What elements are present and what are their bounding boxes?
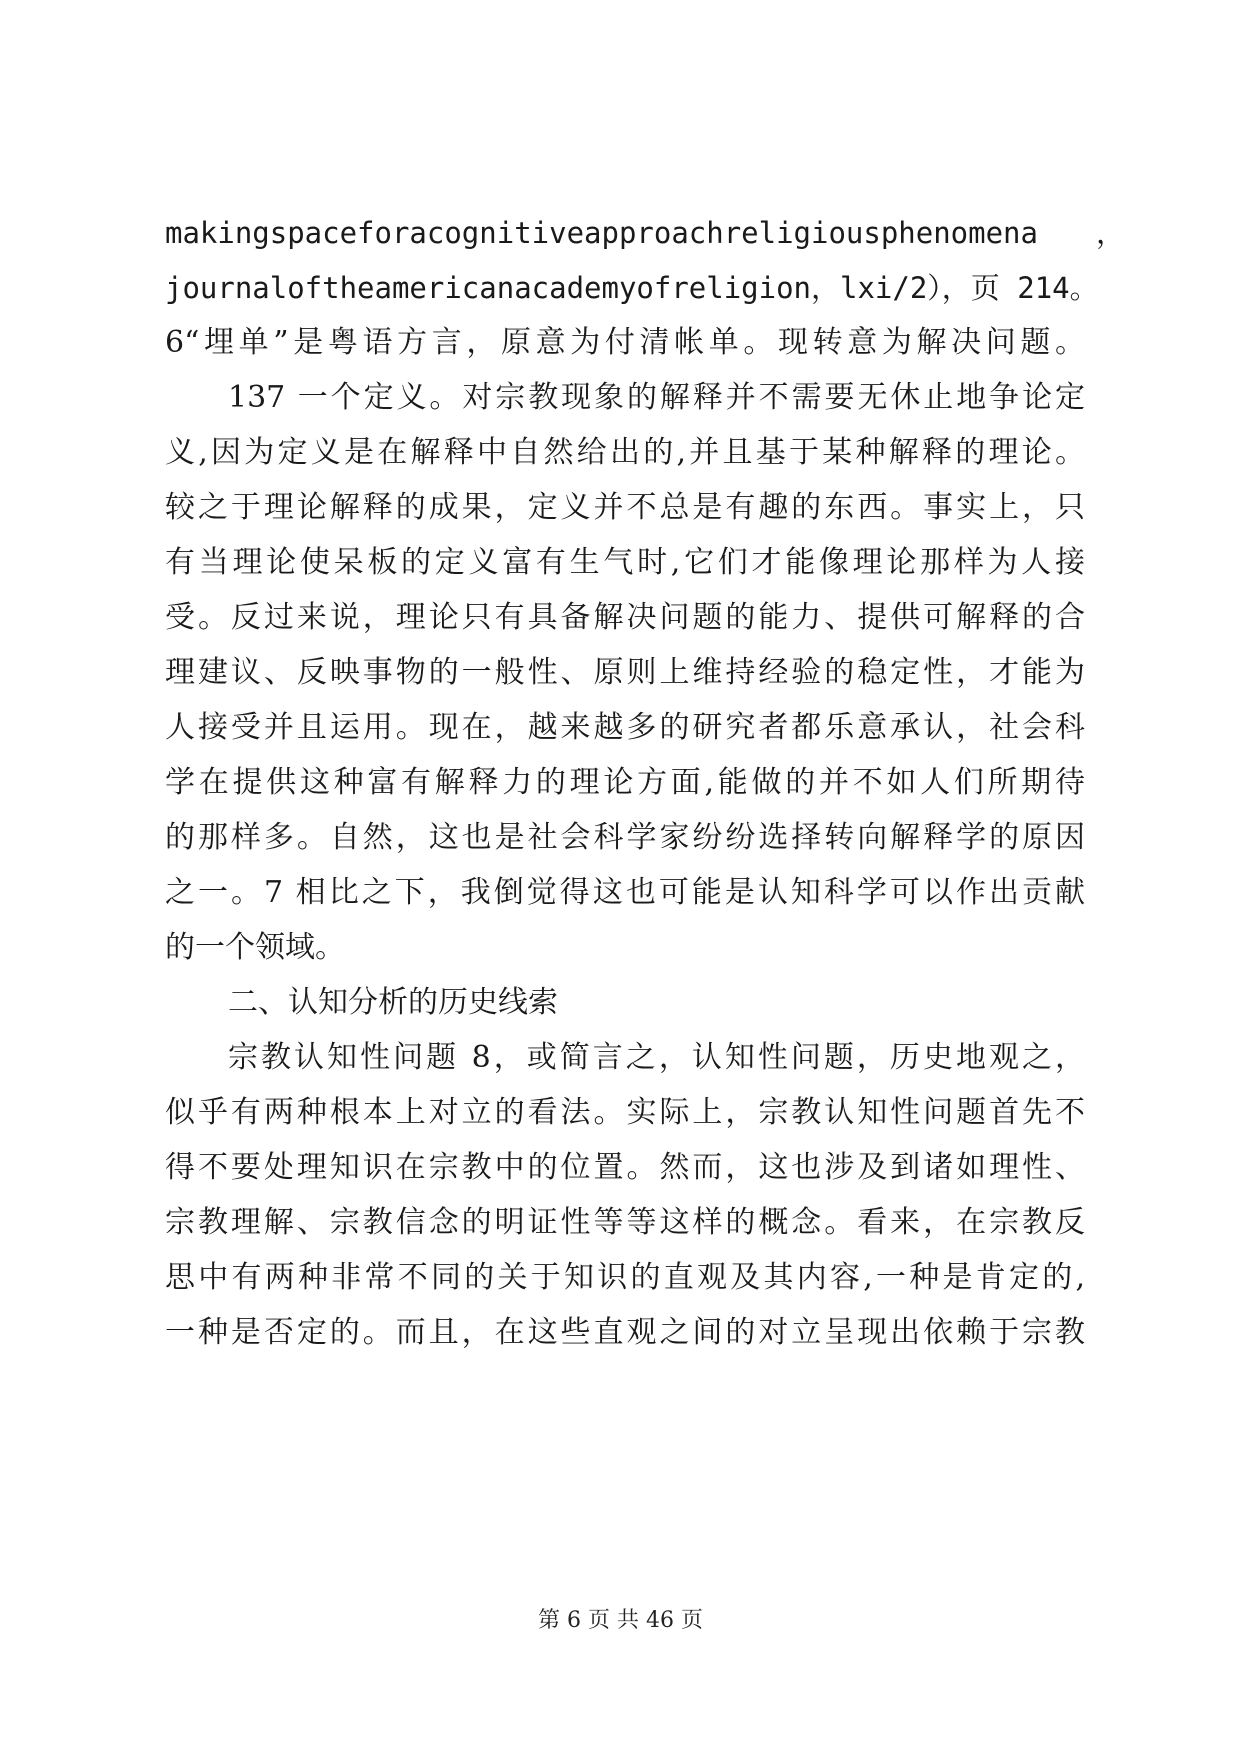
- text-line-5: 义,因为定义是在解释中自然给出的,并且基于某种解释的理论。: [165, 435, 1085, 470]
- text-line-13: 之一。7 相比之下，我倒觉得这也可能是认知科学可以作出贡献: [165, 875, 1085, 910]
- text-line-14: 的一个领域。: [165, 930, 345, 965]
- text-line-9: 理建议、反映事物的一般性、原则上维持经验的稳定性，才能为: [165, 655, 1085, 690]
- text-line-1: makingspaceforacognitiveapproachreligiousphenomena ，: [165, 216, 1125, 250]
- text-line-10: 人接受并且运用。现在，越来越多的研究者都乐意承认，社会科: [165, 710, 1085, 745]
- text-line-17: 似乎有两种根本上对立的看法。实际上，宗教认知性问题首先不: [165, 1095, 1085, 1130]
- text-line-11: 学在提供这种富有解释力的理论方面,能做的并不如人们所期待: [165, 765, 1085, 800]
- text-line-18: 得不要处理知识在宗教中的位置。然而，这也涉及到诸如理性、: [165, 1150, 1085, 1185]
- text-line-3: 6“埋单”是粤语方言，原意为付清帐单。现转意为解决问题。: [165, 325, 1085, 360]
- text-line-2: journaloftheamericanacademyofreligion，lxi/2），页 214。: [165, 271, 1099, 305]
- text-line-16: 宗教认知性问题 8，或简言之，认知性问题，历史地观之，: [228, 1040, 1085, 1075]
- text-line-12: 的那样多。自然，这也是社会科学家纷纷选择转向解释学的原因: [165, 820, 1085, 855]
- text-line-7: 有当理论使呆板的定义富有生气时,它们才能像理论那样为人接: [165, 545, 1085, 580]
- text-line-20: 思中有两种非常不同的关于知识的直观及其内容,一种是肯定的,: [165, 1260, 1085, 1295]
- section-heading: 二、认知分析的历史线索: [228, 985, 558, 1020]
- text-line-4: 137 一个定义。对宗教现象的解释并不需要无休止地争论定: [228, 380, 1085, 415]
- text-line-6: 较之于理论解释的成果，定义并不总是有趣的东西。事实上，只: [165, 490, 1085, 525]
- text-line-8: 受。反过来说，理论只有具备解决问题的能力、提供可解释的合: [165, 600, 1085, 635]
- text-line-21: 一种是否定的。而且，在这些直观之间的对立呈现出依赖于宗教: [165, 1315, 1085, 1350]
- text-line-19: 宗教理解、宗教信念的明证性等等这样的概念。看来，在宗教反: [165, 1205, 1085, 1240]
- page-footer: 第 6 页 共 46 页: [538, 1608, 703, 1633]
